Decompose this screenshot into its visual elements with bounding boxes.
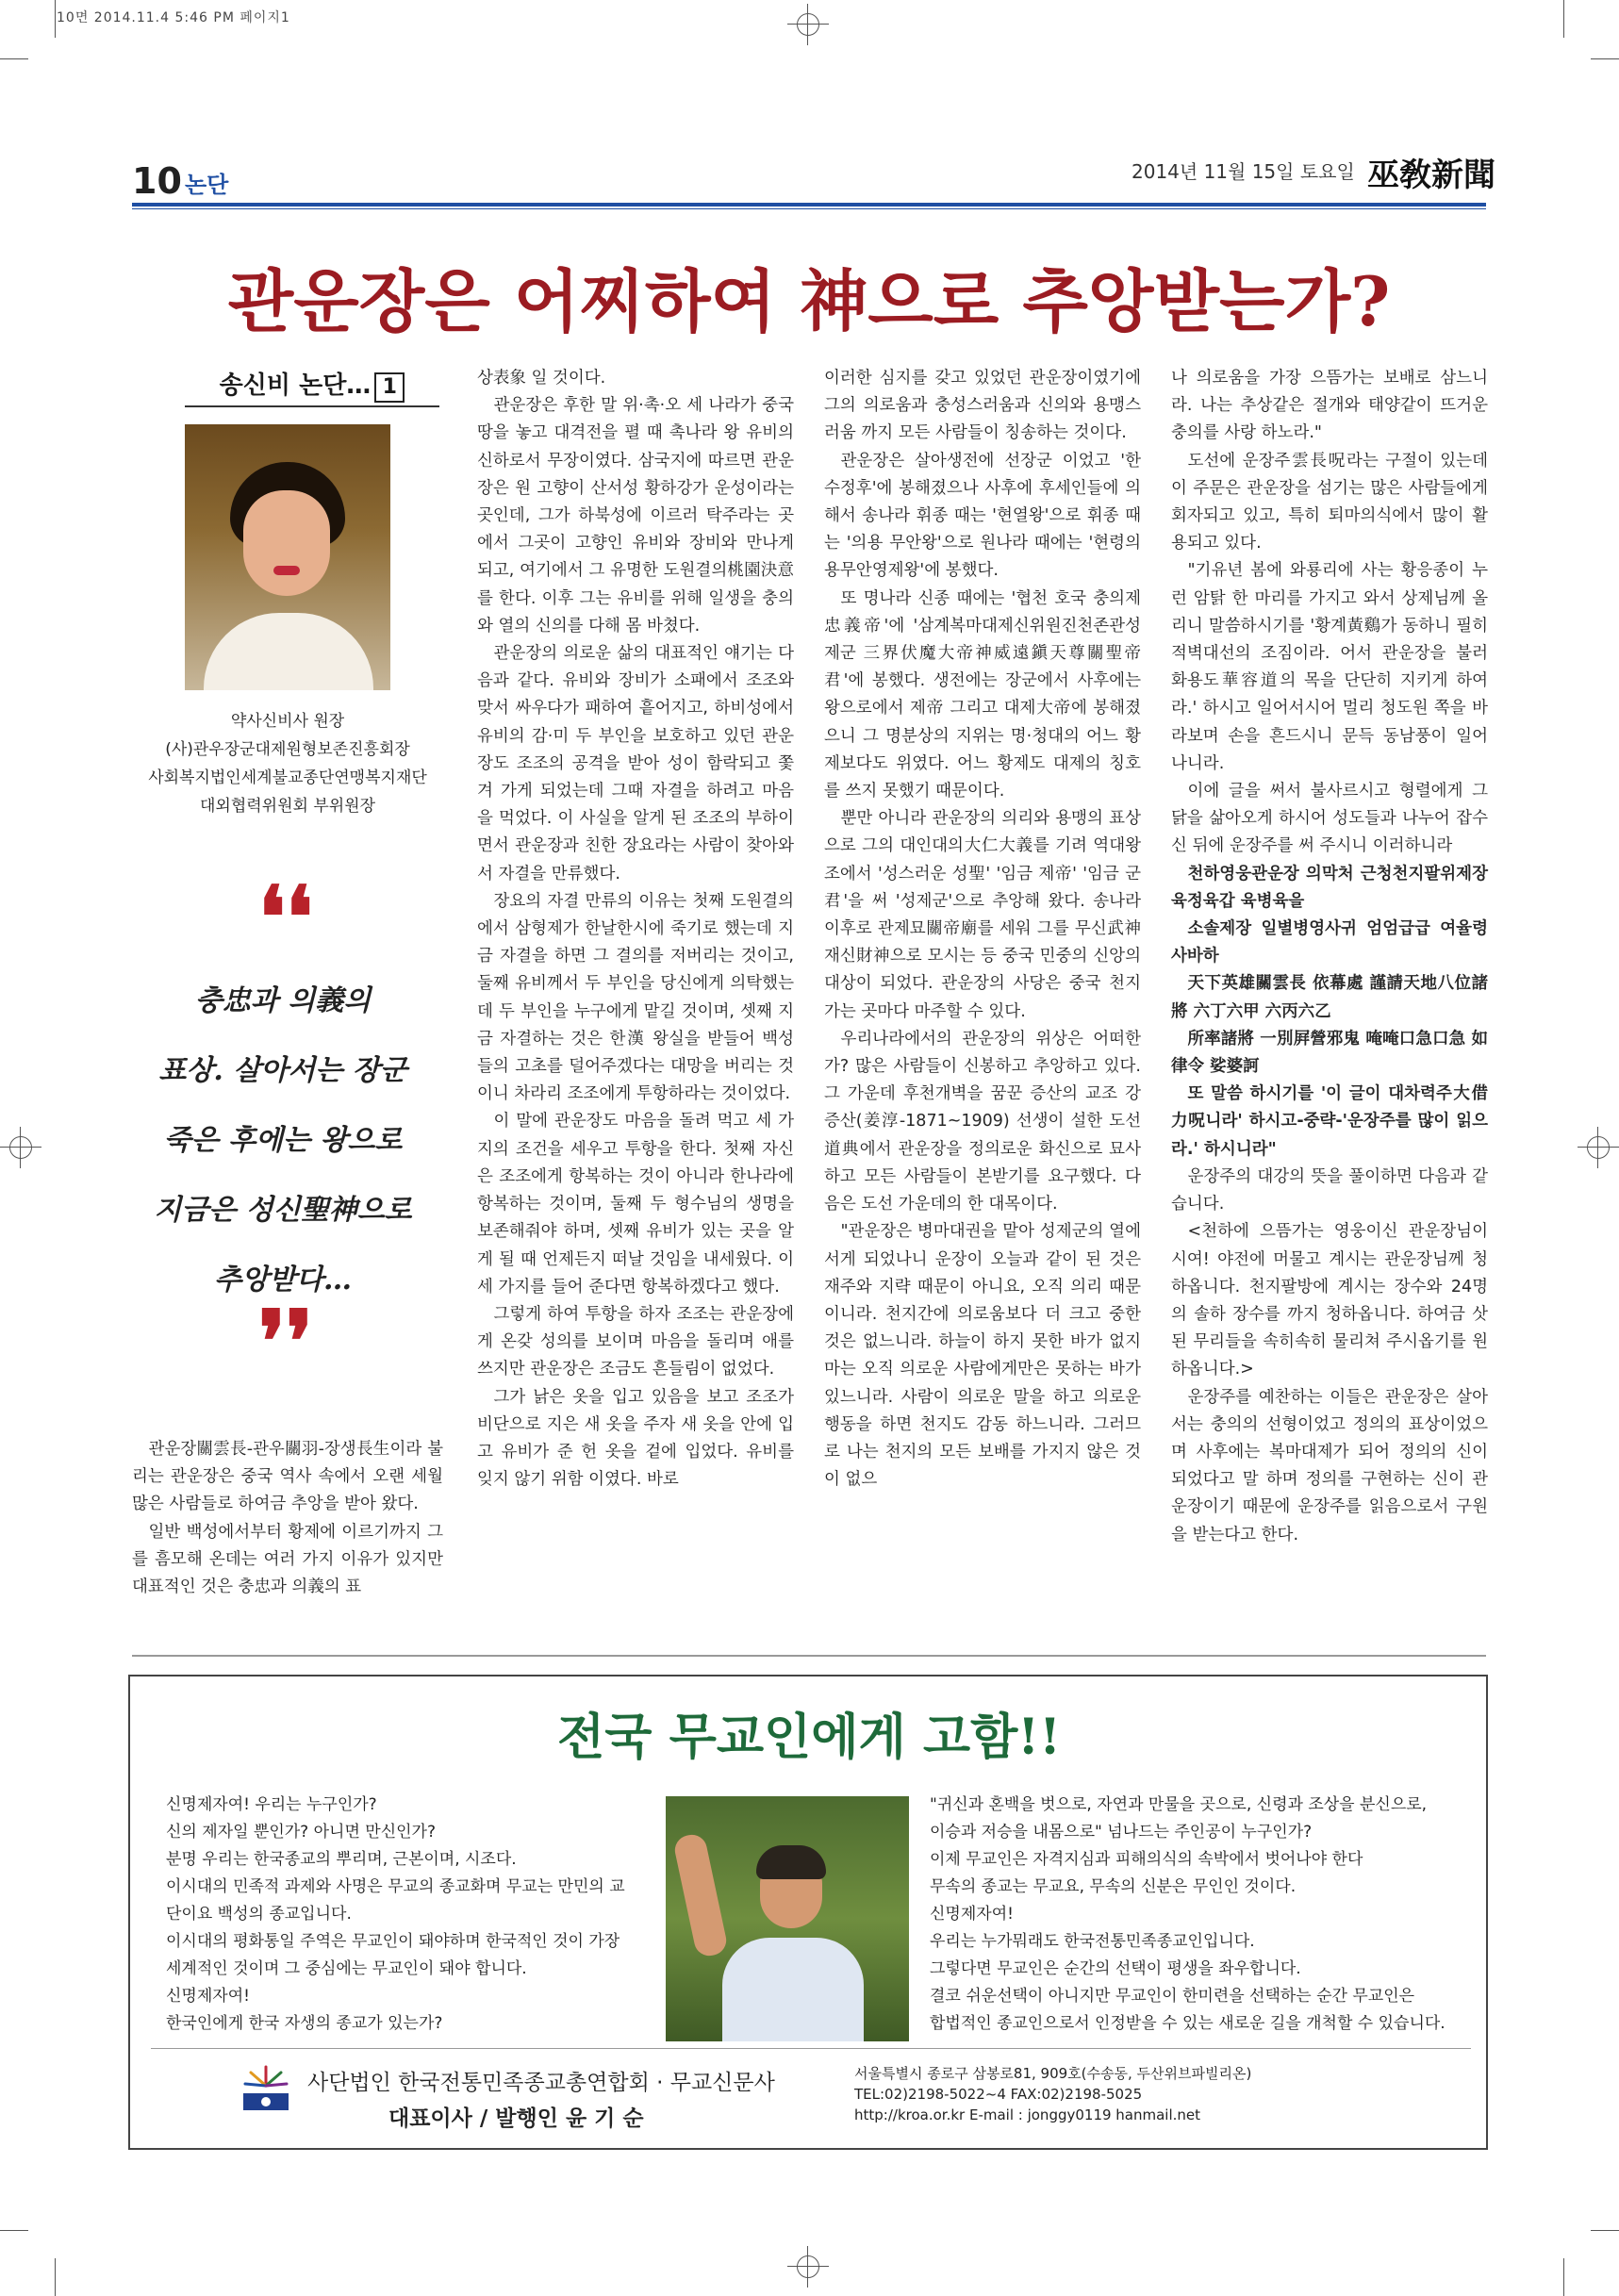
article-column-3 — [824, 365, 1141, 1494]
contact-address — [854, 2063, 1251, 2125]
ad-line: 단이요 백성의 종교입니다. — [166, 1905, 352, 1924]
paragraph: 운장주의 대강의 뜻을 풀이하면 다음과 같습니다. — [1171, 1166, 1488, 1214]
bio-line: 약사신비사 원장 — [230, 712, 345, 731]
paragraph: "기유년 봄에 와룡리에 사는 황응종이 누런 암탉 한 마리를 가지고 와서 상제님께 올리니 말씀하시기를 '황계黃鷄가 동하니 필히 적벽대선의 조짐이라. 어서 관운장을 불러 화용도華容道의 목을 단단히 지키게 하여라.' 하시고 일어서시어 멀리 청도원 쪽을 바라보며 손을 흔드시니 문득 동남풍이 일어 나니라. — [1171, 561, 1488, 773]
web-email-line: http://kroa.or.kr E-mail : jonggy0119 hanmail.net — [854, 2106, 1201, 2123]
pullquote — [141, 966, 424, 1315]
ad-line: 이제 무교인은 자격지심과 피해의식의 속박에서 벗어나야 한다 — [930, 1850, 1363, 1869]
crop-mark — [1591, 2230, 1619, 2231]
registration-mark-right — [1578, 1127, 1619, 1168]
ad-footer-rule — [151, 2048, 1471, 2049]
organization-logo-icon — [238, 2061, 294, 2118]
ad-line: 이시대의 평화통일 주역은 무교인이 돼야하며 한국적인 것이 가장 — [166, 1932, 620, 1951]
column-number-badge: 1 — [374, 372, 405, 403]
ad-line: 신의 제자일 뿐인가? 아니면 만신인가? — [166, 1823, 436, 1842]
paragraph: 상表象 일 것이다. — [477, 369, 606, 388]
ad-line: 한국인에게 한국 자생의 종교가 있는가? — [166, 2014, 443, 2033]
paragraph: 뿐만 아니라 관운장의 의리와 용맹의 표상으로 그의 대인대의大仁大義를 기려 역대왕조에서 '성스러운 성聖' '임금 제帝' '임금 군君'을 써 '성제군'으로 추앙해 왔다. 송나라 이후로 관제묘關帝廟를 세워 그를 무신武神 재신財神으로 모시는 등 중국 민중의 신앙의 대상이 되었다. 관운장의 사당은 중국 천지 가는 곳마다 마주할 수 있다. — [824, 809, 1141, 1021]
pullquote-line: 충忠과 의義의 — [194, 984, 372, 1017]
article-column-4 — [1171, 365, 1488, 1549]
ad-line: 합법적인 종교인으로서 인정받을 수 있는 새로운 길을 개척할 수 있습니다. — [930, 2014, 1446, 2033]
ad-line: 분명 우리는 한국종교의 뿌리며, 근본이며, 시조다. — [166, 1850, 517, 1869]
ad-line: 이승과 저승을 내몸으로" 넘나드는 주인공이 누구인가? — [930, 1823, 1313, 1842]
ad-line: 세계적인 것이며 그 중심에는 무교인이 돼야 합니다. — [166, 1959, 527, 1978]
pullquote-line: 표상. 살아서는 장군 — [158, 1054, 407, 1087]
publisher-photo — [666, 1796, 909, 2041]
newspaper-logo: 巫敎新聞 — [1367, 157, 1495, 194]
section-label: 논단 — [185, 172, 229, 198]
address-line: 서울특별시 종로구 삼봉로81, 909호(수송동, 두산위브파빌리온) — [854, 2065, 1252, 2082]
paragraph: 그가 낡은 옷을 입고 있음을 보고 조조가 비단으로 지은 새 옷을 주자 새 옷을 안에 입고 유비가 준 헌 옷을 겉에 입었다. 유비를 잊지 않기 위함 이였다. 바로 — [477, 1387, 794, 1490]
incantation-line: 천하영웅관운장 의막처 근청천지팔위제장 육정육갑 육병육을 — [1171, 864, 1488, 911]
paragraph: 이러한 심지를 갖고 있었던 관운장이였기에 그의 의로움과 충성스러움과 신의와 용맹스러움 까지 모든 사람들이 칭송하는 것이다. — [824, 369, 1141, 443]
paragraph: 도선에 운장주雲長呪라는 구절이 있는데 이 주문은 관운장을 섬기는 많은 사람들에게 회자되고 있고, 특히 퇴마의식에서 많이 활용되고 있다. — [1171, 451, 1488, 553]
ad-line: 이시대의 민족적 과제와 사명은 무교의 종교화며 무교는 만민의 교 — [166, 1877, 625, 1896]
paragraph: 일반 백성에서부터 황제에 이르기까지 그를 흠모해 온데는 여러 가지 이유가 있지만 대표적인 것은 충忠과 의義의 표 — [132, 1522, 443, 1597]
ad-line: 신명제자여! — [930, 1905, 1014, 1924]
article-bottom-rule — [132, 1655, 1486, 1657]
paragraph: 그렇게 하여 투항을 하자 조조는 관운장에게 온갖 성의를 보이며 마음을 돌리며 애를 쓰지만 관운장은 조금도 흔들림이 없었다. — [477, 1304, 794, 1379]
registration-mark-top — [787, 4, 829, 45]
ad-line: 그렇다면 무교인은 순간의 선택이 평생을 좌우합니다. — [930, 1959, 1301, 1978]
open-quote-icon: ❛❛ — [258, 867, 314, 967]
paragraph: 관운장關雲長-관우關羽-장생長生이라 불리는 관운장은 중국 역사 속에서 오랜 세월 많은 사람들로 하여금 추앙을 받아 왔다. — [132, 1440, 443, 1514]
pullquote-line: 추앙받다… — [214, 1264, 352, 1297]
ad-line: 신명제자여! — [166, 1987, 250, 2006]
paragraph: 이 말에 관운장도 마음을 돌려 먹고 세 가지의 조건을 세우고 투항을 한다. 첫째 자신은 조조에게 항복하는 것이 아니라 한나라에 항복하는 것이며, 둘째 두 형수님의 생명을 보존해줘야 하며, 셋째 유비가 있는 곳을 알게 될 때 언제든지 떠날 것임을 내세웠다. 이 세 가지를 들어 준다면 항복하겠다고 했다. — [477, 1112, 794, 1297]
paragraph: 관운장의 의로운 삶의 대표적인 얘기는 다음과 같다. 유비와 장비가 소패에서 조조와 맞서 싸우다가 패하여 흩어지고, 하비성에서 유비의 감·미 두 부인을 보호하고 있던 관운장도 조조의 공격을 받아 성이 함락되고 쫓겨 가게 되었는데 그때 자결을 하려고 마음을 먹었다. 이 사실을 알게 된 조조의 부하이면서 관운장과 친한 장요라는 사람이 찾아와서 자결을 만류했다. — [477, 644, 794, 884]
incantation-line: 소솔제장 일별병영사귀 엄엄급급 여율령 사바하 — [1171, 919, 1488, 966]
article-column-2 — [477, 365, 794, 1494]
ad-line: 우리는 누가뭐래도 한국전통민족종교인입니다. — [930, 1932, 1255, 1951]
organization-name: 사단법인 한국전통민족종교총연합회 · 무교신문사 — [307, 2071, 775, 2095]
close-quote-icon: ❜❜ — [258, 1292, 314, 1392]
paragraph: 관운장은 후한 말 위·촉·오 세 나라가 중국 땅을 놓고 대격전을 펼 때 촉나라 왕 유비의 신하로서 무장이였다. 삼국지에 따르면 관운장은 원 고향이 산서성 황하강가 운성이라는 곳인데, 그가 하북성에 이르러 탁주라는 곳에서 그곳이 고향인 유비와 장비와 만나게 되고, 여기에서 그 유명한 도원결의桃園決意를 한다. 이후 그는 유비를 위해 일생을 충의와 열의 신의를 다해 몸 바쳤다. — [477, 396, 794, 636]
registration-mark-left — [0, 1127, 41, 1168]
column-title-text: 송신비 논단… — [219, 372, 372, 400]
pullquote-line: 지금은 성신聖神으로 — [154, 1194, 412, 1227]
header-rule — [132, 203, 1486, 206]
paragraph: 나 의로움을 가장 으뜸가는 보배로 삼느니라. 나는 추상같은 절개와 태양같이 뜨거운 충의를 사랑 하노라." — [1171, 369, 1488, 443]
paragraph: 관운장은 살아생전에 선장군 이었고 '한 수정후'에 봉해졌으나 사후에 후세인들에 의해서 송나라 휘종 때는 '현열왕'으로 휘종 때는 '의용 무안왕'으로 원나라 때에는 '현령의용무안영제왕'에 봉했다. — [824, 451, 1141, 581]
paragraph: 또 명나라 신종 때에는 '협천 호국 충의제忠義帝'에 '삼계복마대제신위원진천존관성제군 三界伏魔大帝神威遠鎭天尊關聖帝君'에 봉했다. 생전에는 장군에서 사후에는 왕으로에서 제帝 그리고 대제大帝에 봉해졌으니 그 명분상의 지위는 명·청대의 어느 황제보다도 위였다. 어느 황제도 대제의 칭호를 쓰지 못했기 때문이다. — [824, 588, 1141, 801]
article-column-1 — [132, 1436, 443, 1601]
bio-line: 대외협력위원회 부위원장 — [199, 797, 376, 816]
paragraph: <천하에 으뜸가는 영웅이신 관운장님이시여! 야전에 머물고 계시는 관운장님께 청하옵니다. 천지팔방에 계시는 장수와 24명의 솔하 장수를 까지 청하옵니다. 하여금 삿된 무리들을 속히속히 물리쳐 주시옵기를 원하옵니다.> — [1171, 1222, 1488, 1379]
print-slug: 10면 2014.11.4 5:46 PM 페이지1 — [57, 10, 290, 25]
crop-mark — [1563, 2258, 1564, 2296]
paragraph: 우리나라에서의 관운장의 위상은 어떠한가? 많은 사람들이 신봉하고 추앙하고 있다. 그 가운데 후천개벽을 꿈꾼 증산의 교조 강증산(姜淳-1871~1909) 선생이 설한 도선道典에서 관운장을 정의로운 화신으로 묘사하고 모든 사람들이 본받기를 요구했다. 다음은 도선 가운데의 한 대목이다. — [824, 1029, 1141, 1214]
bio-line: (사)관우장군대제원형보존진흥회장 — [165, 740, 410, 759]
ad-right-text — [930, 1792, 1458, 2038]
paragraph: 장요의 자결 만류의 이유는 첫째 도원결의에서 삼형제가 한날한시에 죽기로 했는데 지금 자결을 하면 그 결의를 저버리는 것이고, 둘째 유비께서 두 부인을 당신에게 의탁했는데 두 부인을 누구에게 맡길 것이며, 셋째 지금 자결하는 것은 한漢 왕실을 받들어 백성들의 고초를 덜어주겠다는 대망을 버리는 것이니 차라리 조조에게 투항하라는 것이었다. — [477, 891, 794, 1104]
ad-title: 전국 무교인에게 고함!! — [557, 1709, 1061, 1766]
phone-line: TEL:02)2198-5022~4 FAX:02)2198-5025 — [854, 2086, 1143, 2103]
column-title — [185, 366, 439, 403]
paragraph: 운장주를 예찬하는 이들은 관운장은 살아서는 충의의 선형이었고 정의의 표상이었으며 사후에는 복마대제가 되어 정의의 신이 되었다고 말 하며 정의를 구현하는 신이 관운장이기 때문에 운장주를 읽음으로서 구원을 받는다고 한다. — [1171, 1387, 1488, 1544]
incantation-line: 또 말씀 하시기를 '이 글이 대차력주大借力呪니라' 하시고-중략-'운장주를 많이 읽으라.' 하시니라" — [1171, 1084, 1488, 1159]
crop-mark — [1591, 58, 1619, 59]
incantation-line: 所率諸將 一別屛營邪鬼 唵唵口急口急 如律令 娑婆訶 — [1171, 1029, 1488, 1077]
ad-line: 결코 쉬운선택이 아니지만 무교인이 한미련을 선택하는 순간 무교인은 — [930, 1987, 1415, 2006]
bio-line: 사회복지법인세계불교종단연맹복지재단 — [148, 768, 427, 787]
crop-mark — [0, 58, 28, 59]
crop-mark — [0, 2230, 28, 2231]
incantation-line: 天下英雄關雲長 依幕處 謹請天地八位諸將 六丁六甲 六丙六乙 — [1171, 974, 1488, 1021]
author-portrait — [185, 424, 390, 690]
column-title-rule — [185, 405, 439, 407]
publisher-name: 대표이사 / 발행인 윤 기 순 — [388, 2106, 644, 2131]
ad-left-text — [166, 1792, 656, 2038]
pullquote-line: 죽은 후에는 왕으로 — [163, 1124, 403, 1157]
ad-line: 신명제자여! 우리는 누구인가? — [166, 1795, 377, 1814]
headline: 관운장은 어찌하여 神으로 추앙받는가? — [227, 261, 1391, 341]
crop-mark — [1563, 0, 1564, 38]
author-bio — [132, 707, 443, 820]
crop-mark — [55, 2258, 56, 2296]
page-number: 10 — [132, 160, 182, 202]
ad-line: 무속의 종교는 무교요, 무속의 신분은 무인인 것이다. — [930, 1877, 1297, 1896]
paragraph: "관운장은 병마대권을 맡아 성제군의 열에 서게 되었나니 운장이 오늘과 같이 된 것은 재주와 지략 때문이 아니요, 오직 의리 때문이니라. 천지간에 의로움보다 더 크고 중한 것은 없느니라. 하늘이 하지 못한 바가 없지마는 오직 의로운 사람에게만은 못하는 바가 있느니라. 사람이 의로운 말을 하고 의로운 행동을 하면 천지도 감동 하느니라. 그러므로 나는 천지의 모든 보배를 가지지 않은 것이 없으 — [824, 1222, 1141, 1490]
registration-mark-bottom — [787, 2246, 829, 2288]
header-rule-thin — [132, 208, 1486, 209]
paragraph: 이에 글을 써서 불사르시고 형렬에게 그 닭을 삶아오게 하시어 성도들과 나누어 잡수신 뒤에 운장주를 써 주시니 이러하니라 — [1171, 782, 1488, 856]
issue-date: 2014년 11월 15일 토요일 — [1132, 160, 1355, 183]
ad-line: "귀신과 혼백을 벗으로, 자연과 만물을 곳으로, 신령과 조상을 분신으로, — [930, 1795, 1428, 1814]
crop-mark — [55, 0, 56, 38]
